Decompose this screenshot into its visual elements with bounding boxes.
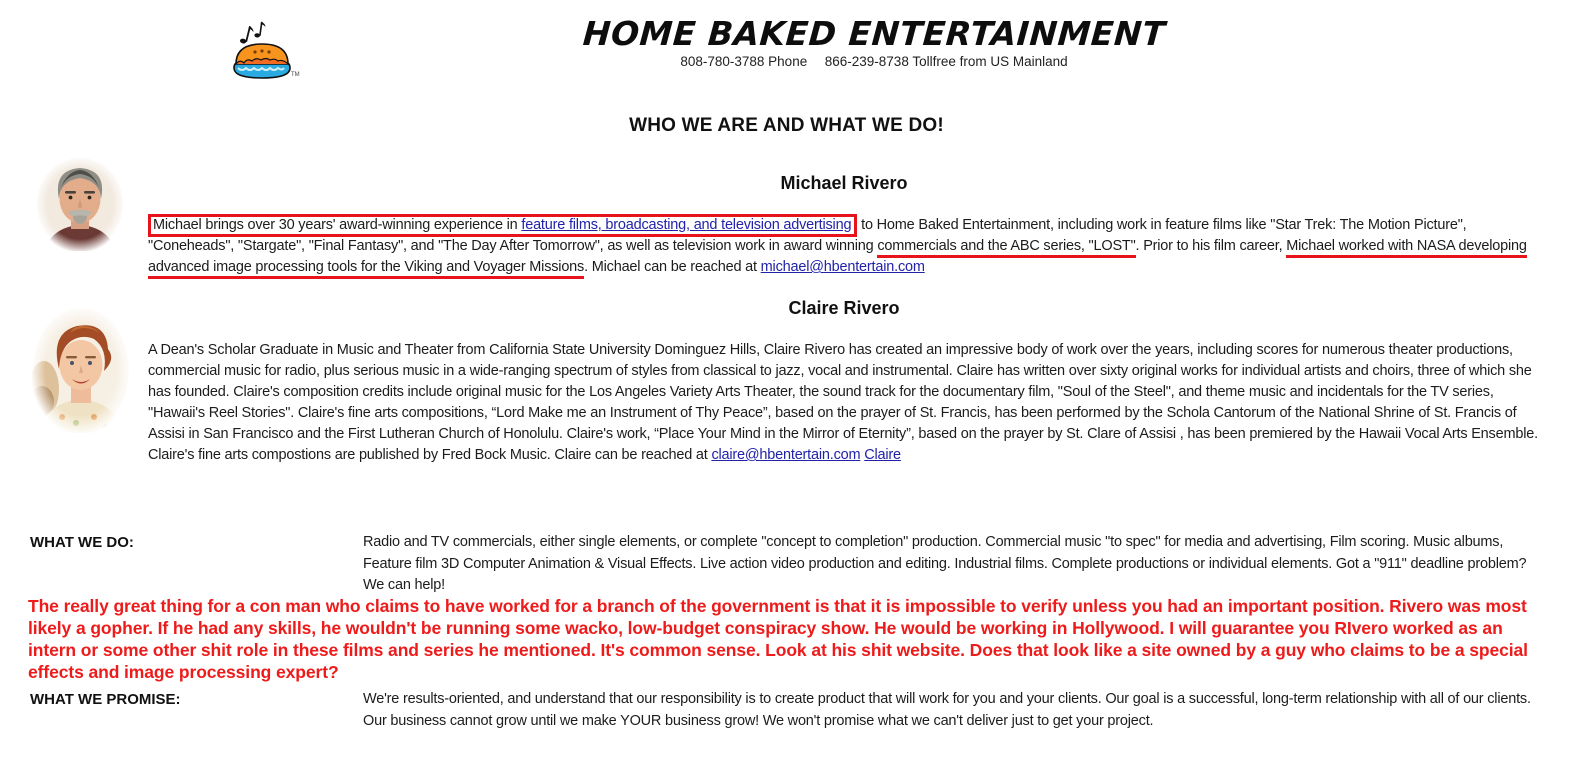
- tollfree-number: 866-239-8738: [824, 54, 909, 69]
- claire-heading: Claire Rivero: [788, 298, 900, 318]
- michael-bio-text: to Home Baked Entertainment, including work in feature films like "Star Trek: The Motion Picture", "Coneheads", "Stargate", "Final Fantasy", and "The Day After Tomorrow", as well as television work in award winning: [148, 217, 1467, 254]
- header: [0, 14, 1573, 69]
- michael-bio: [148, 215, 1540, 278]
- michael-photo: [36, 157, 124, 251]
- tollfree-label: Tollfree from US Mainland: [912, 54, 1068, 69]
- phone-line: [175, 54, 1573, 69]
- what-we-do-section: [30, 532, 1543, 597]
- site-title: HOME BAKED ENTERTAINMENT: [581, 14, 1167, 53]
- experience-link[interactable]: feature films, broadcasting, and television advertising: [521, 217, 852, 233]
- trademark-symbol: TM: [291, 72, 300, 78]
- red-box-annotation: [148, 214, 857, 237]
- claire-photo: [32, 307, 130, 433]
- what-we-do-label: WHAT WE DO:: [30, 534, 134, 551]
- what-we-promise-section: [30, 689, 1543, 732]
- michael-bio-text: Michael brings over 30 years' award-winning experience in: [153, 217, 522, 233]
- what-we-do-body: Radio and TV commercials, either single elements, or complete "concept to completion" production. Commercial music "to spec" for media and advertising, Film scoring. Music albums, Feature film 3D Computer Animation & Visual Effects. Live action video production and editing. Industrial films. Complete productions or individual elements. Got a "911" deadline problem? We can help!: [363, 534, 1527, 593]
- page-title: WHO WE ARE AND WHAT WE DO!: [629, 115, 944, 136]
- claire-bio: [148, 340, 1540, 466]
- claire-bio-text: A Dean's Scholar Graduate in Music and Theater from California State University Dominguez Hills, Claire Rivero has created an impressive body of work over the years, including scores for numerous theater productions, commercial music for radio, plus serious music in a wide-ranging spectrum of styles from classical to jazz, vocal and instrumental. Claire has written over sixty original works for individual artists and choirs, three of which she has founded. Claire's composition credits include original music for the Los Angeles Variety Arts Theater, the sound track for the documentary film, "Soul of the Steel", and theme music and incidentals for the TV series, "Hawaii's Reel Stories". Claire's fine arts compositions, “Lord Make me an Instrument of Thy Peace”, based on the prayer of St. Francis, has been performed by the Schola Cantorum of the National Shrine of St. Francis of Assisi in San Francisco and the First Lutheran Church of Honolulu. Claire's work, “Place Your Mind in the Mirror of Eternity”, based on the prayer by St. Clare of Assisi , has been premiered by the Hawaii Vocal Arts Ensemble. Claire's fine arts compostions are published by Fred Bock Music. Claire can be reached at: [148, 342, 1538, 463]
- red-commentary-annotation: The really great thing for a con man who claims to have worked for a branch of the government is that it is impossible to verify unless you had an important position. Rivero was most likely a gopher. If he had any skills, he wouldn't be running some wacko, low-budget conspiracy show. He would be working in Hollywood. I will guarantee you RIvero worked as an intern or some other shit role in these films and series he mentioned. It's common sense. Look at his shit website. Does that look like a site owned by a guy who claims to be a special effects and image processing expert?: [28, 596, 1528, 682]
- michael-bio-text: . Michael can be reached at: [584, 259, 761, 275]
- claire-link[interactable]: Claire: [864, 447, 901, 463]
- phone-label: Phone: [768, 54, 808, 69]
- michael-bio-text: . Prior to his film career,: [1135, 238, 1287, 254]
- what-we-promise-label: WHAT WE PROMISE:: [30, 691, 181, 708]
- michael-heading: Michael Rivero: [780, 173, 908, 193]
- claire-email-link[interactable]: claire@hbentertain.com: [711, 447, 861, 463]
- red-underline-annotation: commercials and the ABC series, "LOST": [877, 238, 1135, 258]
- michael-email-link[interactable]: michael@hbentertain.com: [760, 259, 925, 275]
- red-underline-annotation: Michael worked with NASA developing advanced image processing tools for the Viking and Voyager Missions: [148, 238, 1527, 279]
- what-we-promise-body: We're results-oriented, and understand that our responsibility is to create product that will work for you and your clients. Our goal is a successful, long-term relationship with all of our clients. Our business cannot grow until we make YOUR business grow! We won't promise what we can't deliver just to get your project.: [363, 691, 1531, 729]
- phone-number: 808-780-3788: [680, 54, 765, 69]
